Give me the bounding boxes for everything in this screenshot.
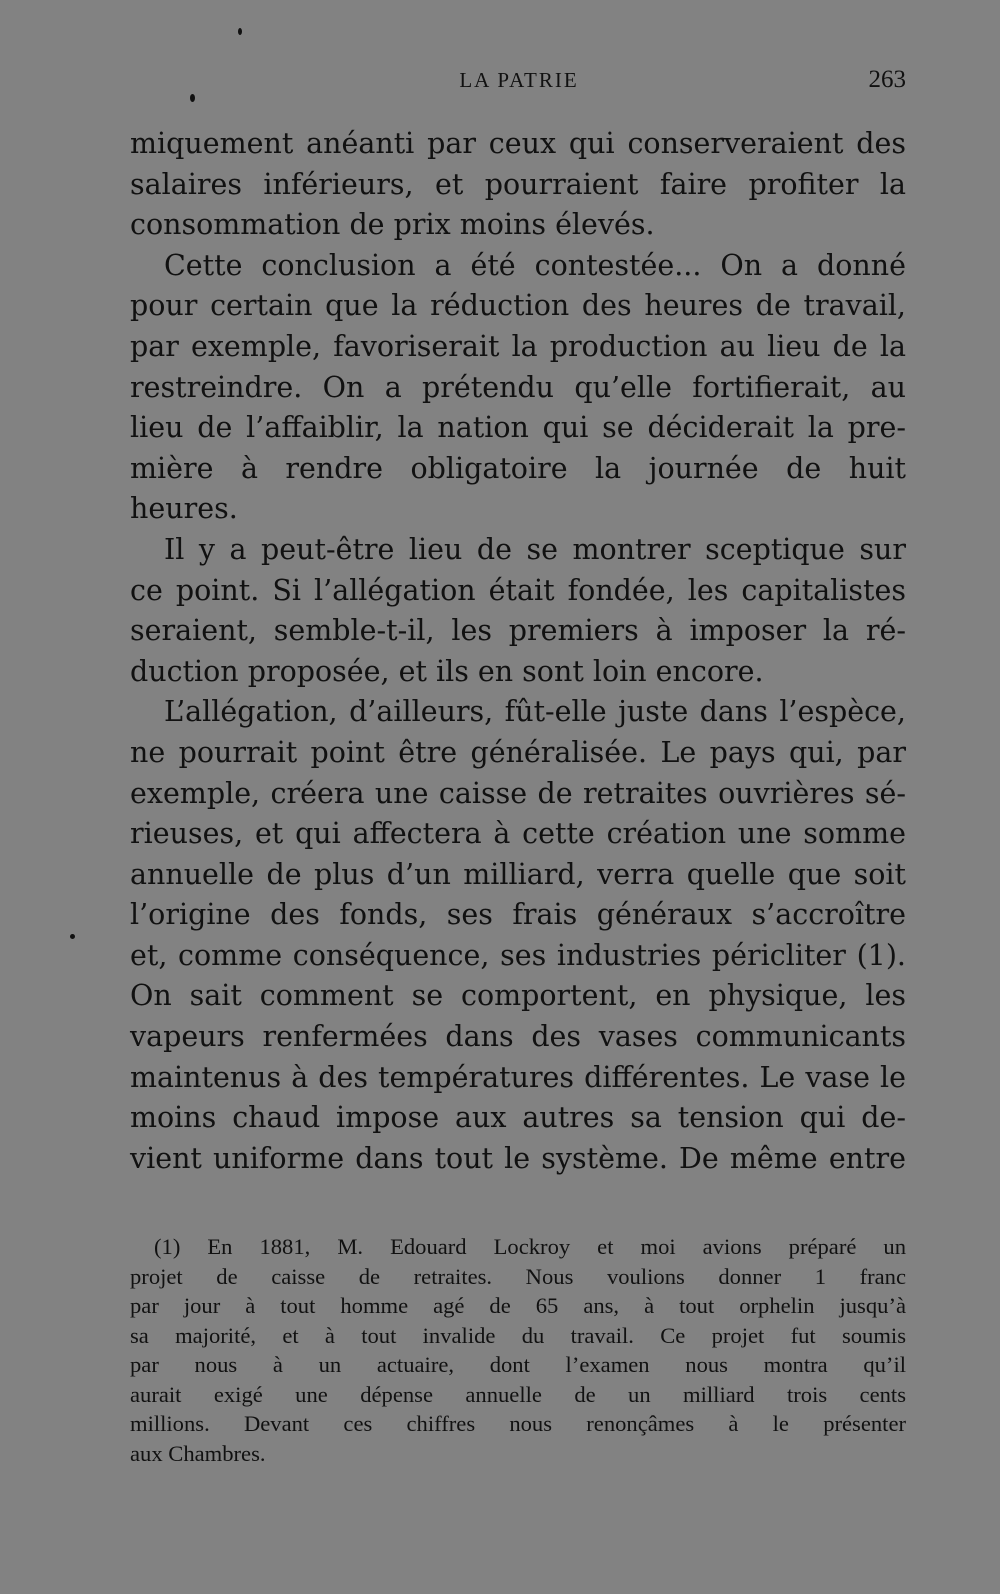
text-line: par exemple, favoriserait la production au lieu de la — [130, 329, 906, 363]
text-line: ne pourrait point être généralisée. Le pays qui, par — [130, 735, 906, 769]
text-line: miquement anéanti par ceux qui conserveraient des — [130, 127, 906, 160]
text-line: Cette conclusion a été contestée... On a donné — [164, 248, 906, 282]
text-line: lieu de l’affaiblir, la nation qui se déciderait la pre- — [130, 411, 906, 445]
footnote-line: par jour à tout homme agé de 65 ans, à tout orphelin jusqu’à — [130, 1293, 906, 1318]
text-line: restreindre. On a prétendu qu’elle fortifierait, au — [130, 370, 906, 404]
text-line: annuelle de plus d’un milliard, verra quelle que soit — [130, 857, 906, 891]
page-header — [132, 68, 906, 100]
text-line: et, comme conséquence, ses industries péricliter (1). — [130, 938, 906, 972]
text-line: Il y a peut-être lieu de se montrer sceptique sur — [164, 532, 906, 566]
text-line: consommation de prix moins élevés. — [130, 208, 655, 242]
running-title: LA PATRIE — [459, 68, 579, 92]
text-line: l’origine des fonds, ses frais généraux s’accroître — [130, 898, 906, 932]
text-line: L’allégation, d’ailleurs, fût-elle juste dans l’espèce, — [164, 695, 906, 729]
footnote-line: sa majorité, et à tout invalide du travail. Ce projet fut soumis — [130, 1322, 906, 1348]
paragraph-2 — [130, 246, 906, 530]
text-line: seraient, semble-t-il, les premiers à imposer la ré- — [130, 614, 906, 648]
text-line: vapeurs renfermées dans des vases communicants — [130, 1020, 906, 1054]
text-line: moins chaud impose aux autres sa tension qui de- — [130, 1101, 906, 1135]
footnote-line: projet de caisse de retraites. Nous voulions donner 1 franc — [130, 1263, 906, 1289]
footnote-line: aurait exigé une dépense annuelle de un milliard trois cents — [130, 1381, 906, 1407]
text-line: ce point. Si l’allégation était fondée, les capitalistes — [130, 573, 906, 607]
text-line: rieuses, et qui affectera à cette création une somme — [130, 817, 906, 851]
text-line: salaires inférieurs, et pourraient faire profiter la — [130, 167, 906, 201]
text-line: pour certain que la réduction des heures de travail, — [130, 289, 906, 323]
footnote-line: par nous à un actuaire, dont l’examen nous montra qu’il — [130, 1352, 906, 1377]
footnote-line: aux Chambres. — [130, 1440, 266, 1466]
text-line: mière à rendre obligatoire la journée de huit — [130, 451, 906, 485]
text-line: duction proposée, et ils en sont loin encore. — [130, 654, 764, 688]
text-line: maintenus à des températures différentes. Le vase le — [130, 1060, 906, 1094]
text-line: On sait comment se comportent, en physique, les — [130, 979, 906, 1013]
footnote-line: (1) En 1881, M. Edouard Lockroy et moi avions préparé un — [154, 1234, 906, 1259]
text-line: exemple, créera une caisse de retraites ouvrières sé- — [130, 776, 906, 810]
footnote — [130, 1232, 906, 1468]
ink-speck — [70, 934, 75, 939]
text-line: heures. — [130, 492, 238, 526]
paragraph-4 — [130, 692, 906, 1179]
main-text — [130, 124, 906, 1179]
text-line: vient uniforme dans tout le système. De même entre — [130, 1141, 906, 1175]
ink-speck — [238, 28, 242, 35]
page-number: 263 — [868, 66, 906, 93]
paragraph-3 — [130, 530, 906, 692]
paragraph-1 — [130, 124, 906, 246]
footnote-line: millions. Devant ces chiffres nous renonçâmes à le présenter — [130, 1411, 906, 1436]
